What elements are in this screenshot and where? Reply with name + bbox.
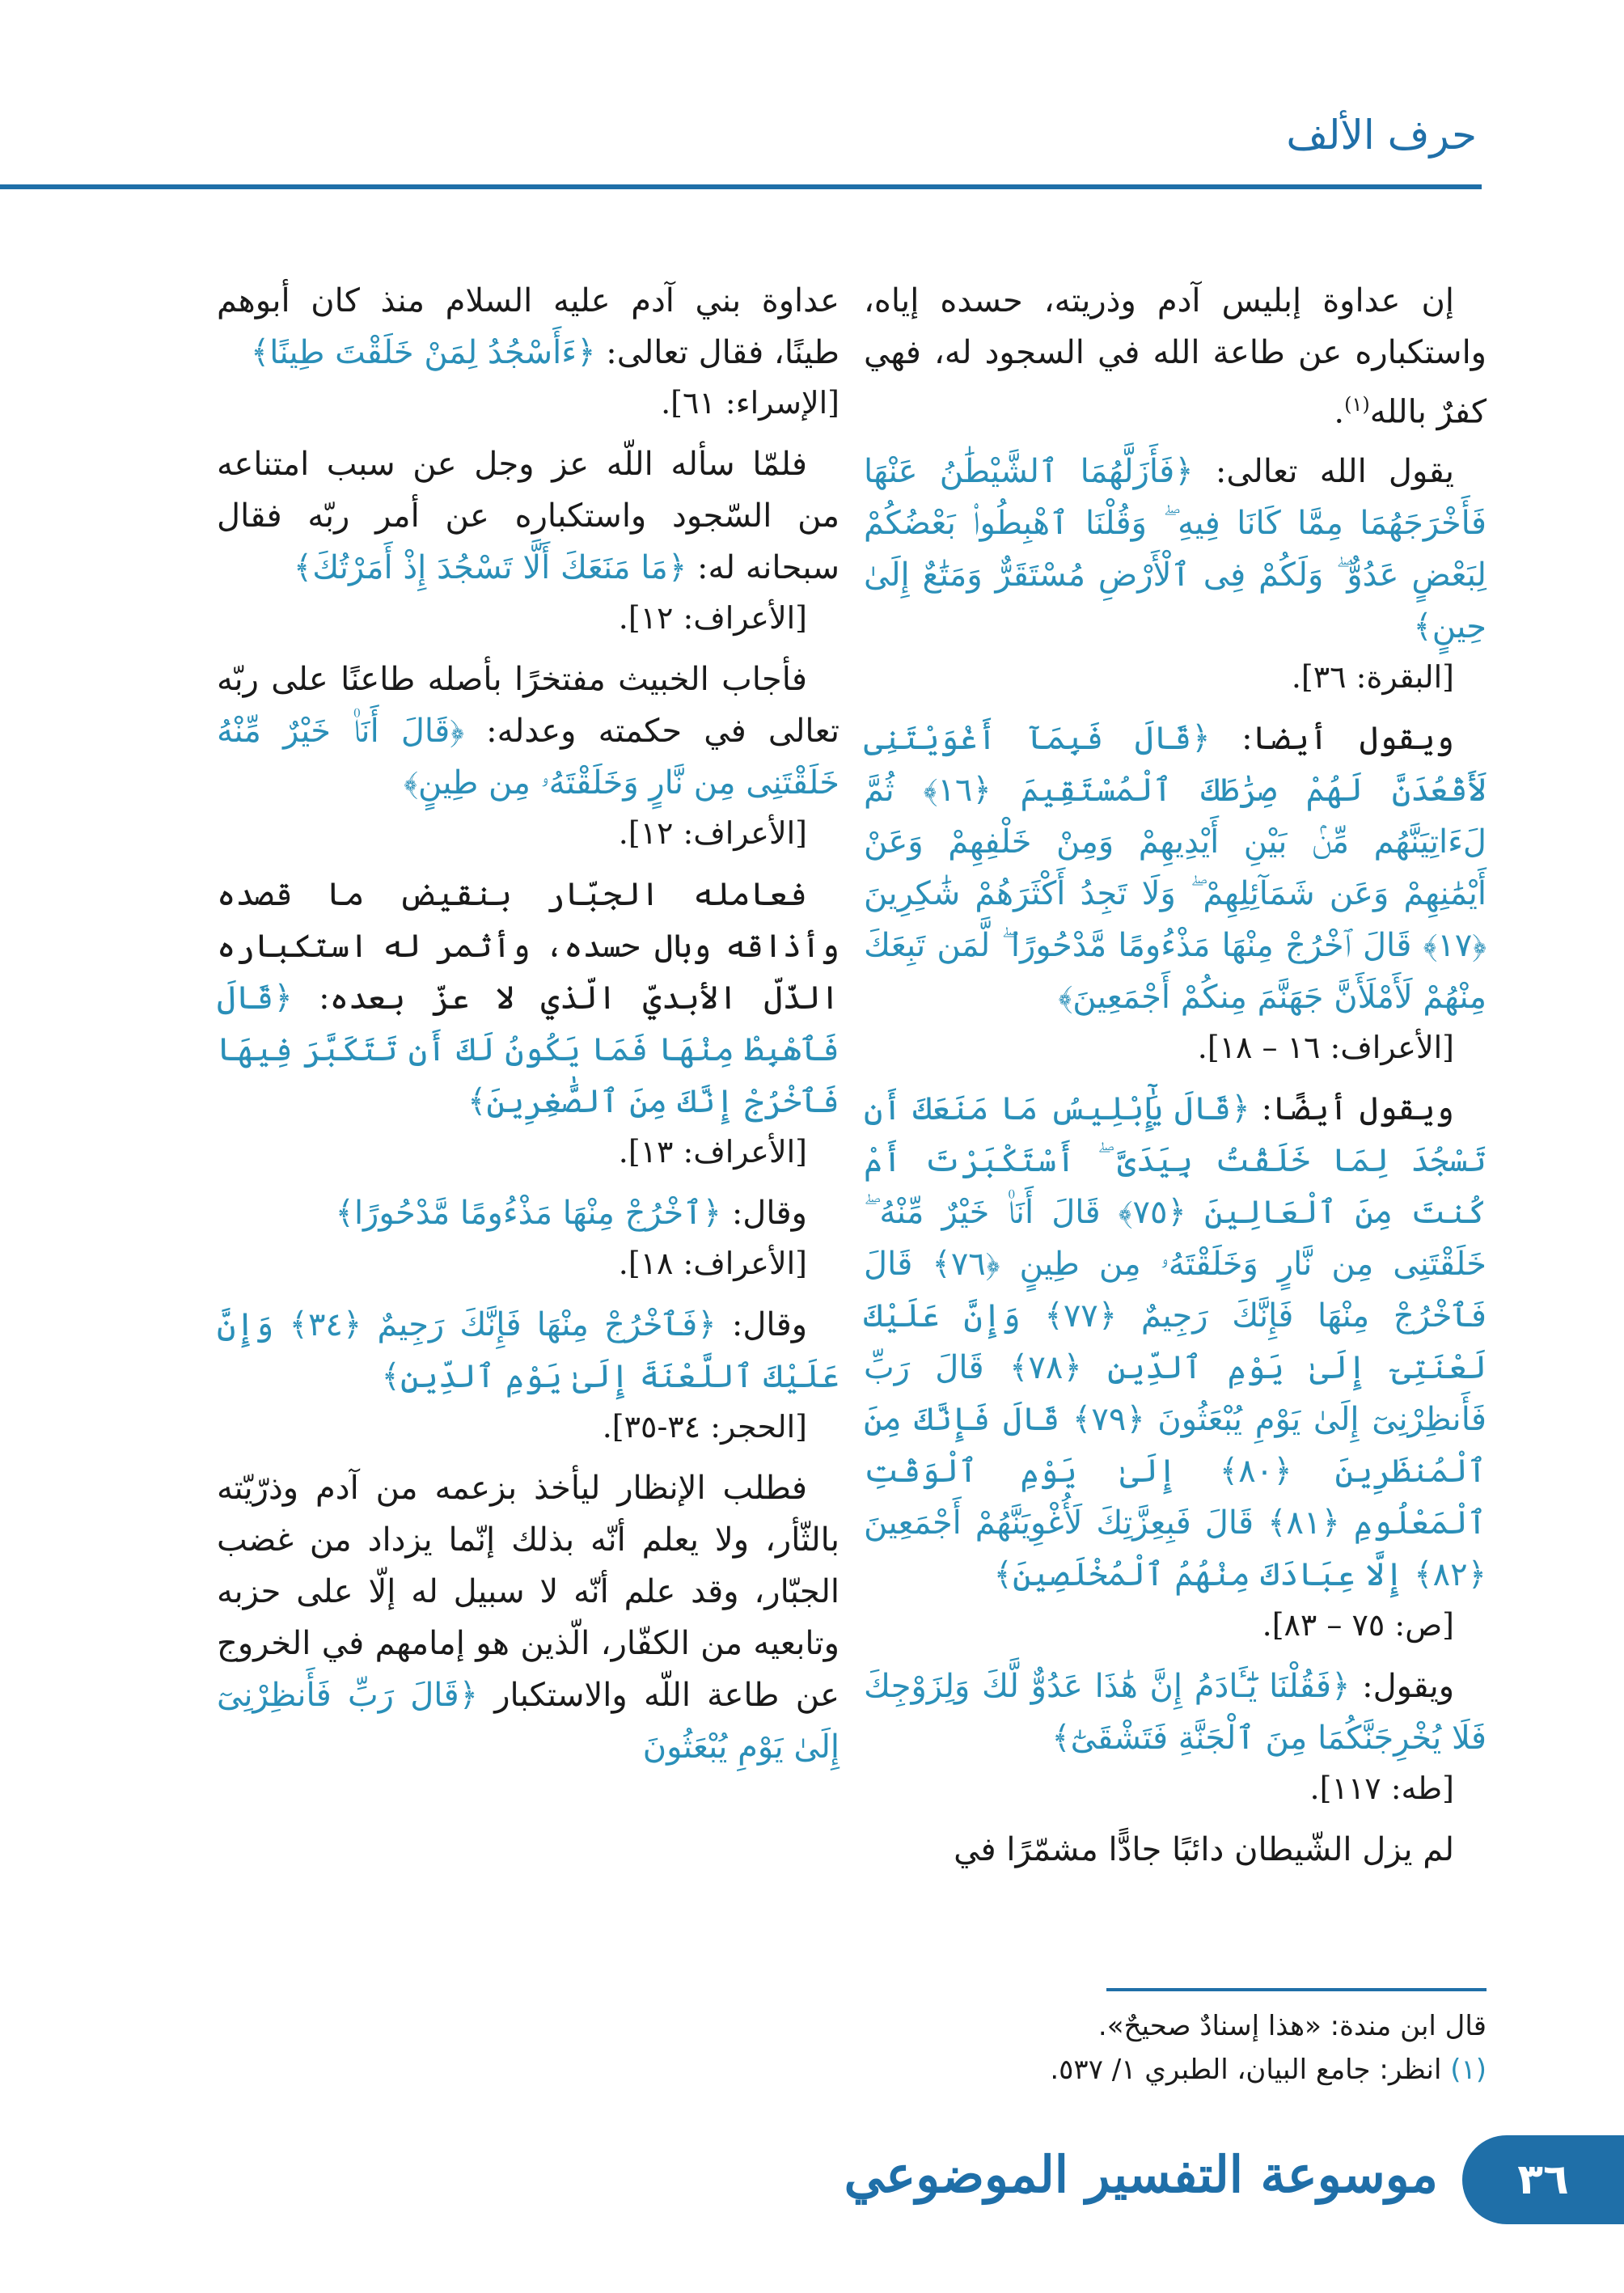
body-text: ويقول: (1362, 1668, 1455, 1706)
footnote-line: قال ابن مندة: «هذا إسنادٌ صحيحٌ». (1097, 2010, 1487, 2042)
body-text: عداوة بني آدم عليه السلام منذ كان أبوهم طينًا، فقال تعالى: (217, 282, 839, 371)
footnotes (864, 2004, 1487, 2092)
paragraph (217, 1187, 839, 1288)
paragraph (864, 446, 1487, 701)
footnote-number: (١) (1450, 2054, 1487, 2086)
chapter-title: حرف الألف (1286, 112, 1477, 159)
footnote-marker[interactable]: (١) (1344, 393, 1370, 416)
paragraph (217, 275, 839, 427)
quran-verse: ﴿قَالَ فَبِمَآ أَغْوَيْتَنِى لَأَقْعُدَنَّ لَهُمْ صِرَٰطَكَ ٱلْمُسْتَقِيمَ ﴿١٦﴾ ثُمَّ لَءَاتِيَنَّهُم مِّنۢ بَيْنِ أَيْدِيهِمْ وَمِنْ خَلْفِهِمْ وَعَنْ أَيْمَٰنِهِمْ وَعَن شَمَآئِلِهِمْ ۖ وَلَا تَجِدُ أَكْثَرَهُمْ شَٰكِرِينَ ﴿١٧﴾ قَالَ ٱخْرُجْ مِنْهَا مَذْءُومًا مَّدْحُورًا ۖ لَّمَن تَبِعَكَ مِنْهُمْ لَأَمْلَأَنَّ جَهَنَّمَ مِنكُمْ أَجْمَعِينَ﴾ (864, 720, 1487, 1017)
body-text: يقول الله تعالى: (1215, 453, 1454, 491)
page-number-tab (1462, 2135, 1624, 2224)
quran-verse: ﴿فَقُلْنَا يَٰٓـَٔادَمُ إِنَّ هَٰذَا عَدُوٌّ لَّكَ وَلِزَوْجِكَ فَلَا يُخْرِجَنَّكُمَا مِنَ ٱلْجَنَّةِ فَتَشْقَىٰٓ﴾ (864, 1668, 1487, 1758)
quran-verse: ﴿قَالَ فَٱهْبِطْ مِنْهَا فَمَا يَكُونُ لَكَ أَن تَتَكَبَّرَ فِيهَا فَٱخْرُجْ إِنَّكَ مِنَ ٱلصَّٰغِرِينَ﴾ (217, 979, 839, 1120)
verse-reference: [الأعراف: ١٨]. (618, 1246, 807, 1281)
header-divider (0, 184, 1482, 189)
paragraph (864, 713, 1487, 1072)
body-text: فلمّا سأله اللّه عز وجل عن سبب امتناعه من السّجود واستكباره عن أمر ربّه فقال سبحانه له: (217, 446, 839, 586)
quran-verse: ﴿ٱخْرُجْ مِنْهَا مَذْءُومًا مَّدْحُورًا﴾ (335, 1195, 722, 1232)
right-column (864, 275, 1487, 1884)
paragraph (217, 1462, 839, 1773)
paragraph (217, 654, 839, 857)
quran-verse: ﴿فَٱخْرُجْ مِنْهَا فَإِنَّكَ رَجِيمٌ ﴿٣٤﴾ وَإِنَّ عَلَيْكَ ٱللَّعْنَةَ إِلَىٰ يَوْمِ ٱلدِّينِ﴾ (217, 1306, 839, 1395)
body-text: فأجاب الخبيث مفتخرًا بأصله طاعنًا على ربّه تعالى في حكمته وعدله: (217, 661, 840, 750)
quran-verse: ﴿قَالَ يَٰٓإِبْلِيسُ مَا مَنَعَكَ أَن تَسْجُدَ لِمَا خَلَقْتُ بِيَدَىَّ ۖ أَسْتَكْبَرْتَ أَمْ كُنتَ مِنَ ٱلْعَالِينَ ﴿٧٥﴾ قَالَ أَنَا۠ خَيْرٌ مِّنْهُ ۖ خَلَقْتَنِى مِن نَّارٍ وَخَلَقْتَهُۥ مِن طِينٍ ﴿٧٦﴾ قَالَ فَٱخْرُجْ مِنْهَا فَإِنَّكَ رَجِيمٌ ﴿٧٧﴾ وَإِنَّ عَلَيْكَ لَعْنَتِىٓ إِلَىٰ يَوْمِ ٱلدِّينِ ﴿٧٨﴾ قَالَ رَبِّ فَأَنظِرْنِىٓ إِلَىٰ يَوْمِ يُبْعَثُونَ ﴿٧٩﴾ قَالَ فَإِنَّكَ مِنَ ٱلْمُنظَرِينَ ﴿٨٠﴾ إِلَىٰ يَوْمِ ٱلْوَقْتِ ٱلْمَعْلُومِ ﴿٨١﴾ قَالَ فَبِعِزَّتِكَ لَأُغْوِيَنَّهُمْ أَجْمَعِينَ ﴿٨٢﴾ إِلَّا عِبَادَكَ مِنْهُمُ ٱلْمُخْلَصِينَ﴾ (864, 1090, 1487, 1594)
verse-reference: [الأعراف: ١٣]. (618, 1134, 807, 1170)
paragraph (864, 1824, 1487, 1876)
paragraph (864, 1083, 1487, 1649)
verse-reference: [طه: ١١٧]. (1309, 1771, 1454, 1807)
footnote-divider (1106, 1988, 1487, 1991)
footnote-line (864, 2048, 1487, 2092)
body-text: ويقول أيضًا: (1261, 1090, 1454, 1128)
quran-verse: ﴿مَا مَنَعَكَ أَلَّا تَسْجُدَ إِذْ أَمَرْتُكَ﴾ (293, 549, 687, 586)
verse-reference: [الأعراف: ١٢]. (618, 600, 807, 636)
quran-verse: ﴿ءَأَسْجُدُ لِمَنْ خَلَقْتَ طِينًا﴾ (250, 334, 596, 371)
body-text: وقال: (731, 1195, 807, 1232)
paragraph (217, 1299, 839, 1451)
body-text: لم يزل الشّيطان دائبًا جادًّا مشمّرًا في (954, 1831, 1454, 1869)
verse-reference: [البقرة: ٣٦]. (1291, 659, 1454, 696)
verse-reference: [الحجر: ٣٤-٣٥]. (602, 1409, 807, 1445)
footnote-text: انظر: جامع البيان، الطبري ١/ ٥٣٧. (1050, 2054, 1442, 2086)
left-column (217, 275, 839, 1781)
quran-verse: ﴿قَالَ رَبِّ فَأَنظِرْنِىٓ إِلَىٰ يَوْمِ يُبْعَثُونَ (217, 1677, 839, 1766)
encyclopedia-logo: موسوعة التفسير الموضوعي (844, 2145, 1438, 2204)
body-text: ويقول أيضا: (1241, 720, 1454, 758)
body-text: وقال: (731, 1306, 808, 1343)
body-text: فعامله الجبّار بنقيض ما قصده وأذاقه وبال حسده، وأثمر له استكباره الذّلّ الأبديّ الّذي لا عزّ بعده: (217, 876, 839, 1017)
verse-reference: [الأعراف: ١٢]. (618, 815, 807, 851)
quran-verse: ﴿قَالَ أَنَا۠ خَيْرٌ مِّنْهُ خَلَقْتَنِى مِن نَّارٍ وَخَلَقْتَهُۥ مِن طِينٍ﴾ (217, 713, 839, 802)
body-text: إن عداوة إبليس آدم وذريته، حسده إياه، واستكباره عن طاعة الله في السجود له، فهي كفرٌ بالله (864, 282, 1487, 431)
verse-reference: [ص: ٧٥ – ٨٣]. (1262, 1607, 1454, 1644)
verse-reference: [الأعراف: ١٦ – ١٨]. (1197, 1030, 1454, 1066)
quran-verse: ﴿فَأَزَلَّهُمَا ٱلشَّيْطَٰنُ عَنْهَا فَأَخْرَجَهُمَا مِمَّا كَانَا فِيهِ ۖ وَقُلْنَا ٱهْبِطُوا۟ بَعْضُكُمْ لِبَعْضٍ عَدُوٌّ ۖ وَلَكُمْ فِى ٱلْأَرْضِ مُسْتَقَرٌّ وَمَتَٰعٌ إِلَىٰ حِينٍ﴾ (864, 453, 1487, 646)
verse-reference: [الإسراء: ٦١]. (661, 385, 839, 421)
paragraph (864, 275, 1487, 438)
paragraph (217, 438, 839, 642)
page-number: ٣٦ (1517, 2156, 1569, 2204)
paragraph (217, 869, 839, 1176)
paragraph (864, 1661, 1487, 1813)
body-text: فطلب الإنظار ليأخذ بزعمه من آدم وذرّيّته بالثّأر، ولا يعلم أنّه بذلك إنّما يزداد من غضب الجبّار، وقد علم أنّه لا سبيل له إلّا على حزبه وتابعيه من الكفّار، الّذين هو إمامهم في الخروج عن طاعة اللّه والاستكبار (217, 1470, 840, 1714)
body-text: . (1334, 393, 1345, 431)
